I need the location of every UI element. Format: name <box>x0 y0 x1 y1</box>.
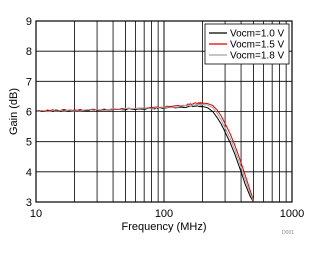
x-tick-label: 10 <box>29 208 43 220</box>
legend-label-2: Vocm=1.5 V <box>230 39 285 51</box>
legend <box>205 24 289 64</box>
series-line-2 <box>36 103 253 201</box>
legend-label-3: Vocm=1.8 V <box>230 50 285 62</box>
y-tick-label: 9 <box>25 16 32 28</box>
legend-label-1: Vocm=1.0 V <box>230 28 285 40</box>
x-axis-label: Frequency (MHz) <box>121 221 207 233</box>
y-tick-label: 3 <box>25 197 32 209</box>
y-axis-label: Gain (dB) <box>8 87 20 136</box>
figure-id: D001 <box>282 230 294 236</box>
y-tick-label: 7 <box>25 76 32 89</box>
series-line-3 <box>36 104 253 201</box>
x-tick-label: 1000 <box>279 208 305 220</box>
y-tick-label: 8 <box>25 46 32 59</box>
x-tick-label: 100 <box>154 208 174 220</box>
y-tick-label: 6 <box>25 106 32 119</box>
series-layer <box>36 103 253 202</box>
y-tick-label: 5 <box>25 136 32 149</box>
y-tick-label: 4 <box>25 166 32 179</box>
